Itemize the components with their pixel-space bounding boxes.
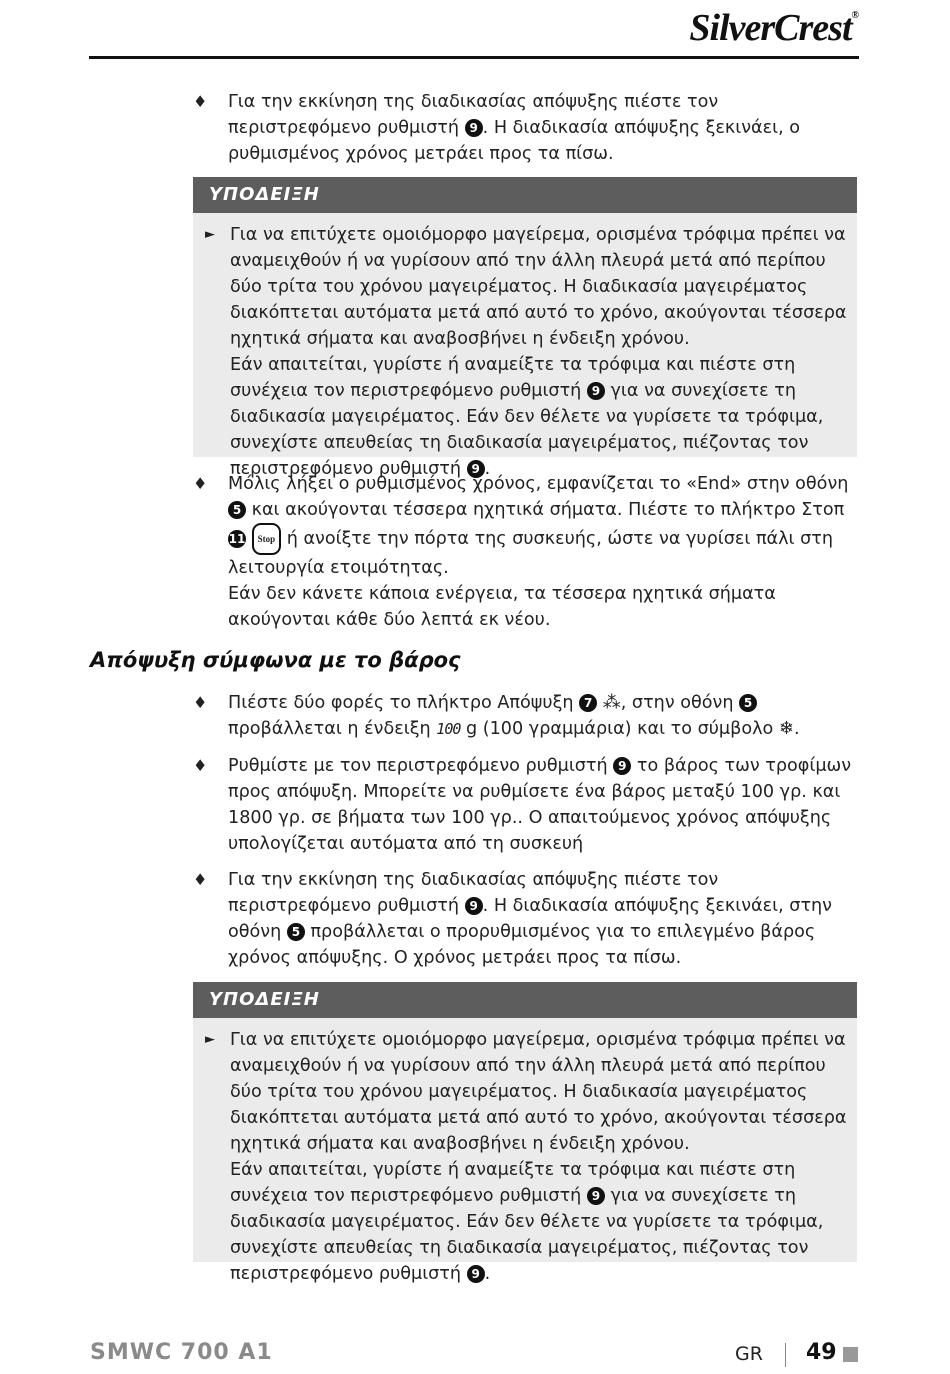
ref-number: 5 (739, 694, 757, 712)
snowflake-icon: ❄ (778, 718, 794, 739)
note-body (193, 1018, 857, 1284)
list-item-text: Μόλις λήξει ο ρυθμισμένος χρόνος, εμφανίζεται το «End» στην οθόνη 5 και ακούγονται τέσσερα ηχητικά σήματα. Πιέστε το πλήκτρο Στοπ 11 Stop ή ανοίξτε την πόρτα της συσκευής, ώστε να γυρίσει πάλι στη λειτουργία ετοιμότητας. Εάν δεν κάνετε κάποια ενέργεια, τα τέσσερα ηχητικά σήματα ακούγονται κάθε δύο λεπτά εκ νέου. (228, 474, 849, 630)
section-heading: Απόψυξη σύμφωνα με το βάρος (90, 648, 461, 672)
list-item-text: Για την εκκίνηση της διαδικασίας απόψυξης πιέστε τον περιστρεφόμενο ρυθμιστή 9 . Η διαδικασία απόψυξης ξεκινάει, ο ρυθμισμένος χρόνος μετράει προς τα πίσω. (228, 92, 801, 164)
footer-language: GR (735, 1343, 763, 1365)
note-body (193, 213, 857, 479)
bullet-icon: ♦ (193, 92, 208, 111)
defrost-icon: ⁂ (602, 692, 621, 713)
ref-number: 9 (613, 757, 631, 775)
footer-square-icon (843, 1347, 858, 1362)
ref-number: 9 (467, 1265, 485, 1283)
registered-mark: ® (851, 10, 858, 21)
ref-number: 9 (465, 897, 483, 915)
list-item-set-weight (193, 753, 859, 857)
note-heading: ΥΠΟΔΕΙΞΗ (193, 982, 857, 1018)
bullet-icon: ♦ (193, 693, 208, 712)
list-item-start-weight-defrost (193, 867, 859, 971)
note-text: Για να επιτύχετε ομοιόμορφο μαγείρεμα, ορισμένα τρόφιμα πρέπει να αναμειχθούν ή να γυρίσουν από την άλλη πλευρά μετά από περίπου δύο τρίτα του χρόνου μαγειρέματος. Η διαδικασία μαγειρέματος διακόπτεται αυτόματα μετά από αυτό το χρόνο, ακούγονται τέσσερα ηχητικά σήματα και αναβοσβήνει η ένδειξη χρόνου. Εάν απαιτείται, γυρίστε ή αναμείξτε τα τρόφιμα και πιέστε στη συνέχεια τον περιστρεφόμενο ρυθμιστή 9 για να συνεχίσετε τη διαδικασία μαγειρέματος. Εάν δεν θέλετε να γυρίσετε τα τρόφιμα, συνεχίστε απευθείας τη διαδικασία μαγειρέματος, πιέζοντας τον περιστρεφόμενο ρυθμιστή 9 . (230, 1030, 847, 1284)
page-number: 49 (806, 1340, 837, 1365)
note-text: Για να επιτύχετε ομοιόμορφο μαγείρεμα, ορισμένα τρόφιμα πρέπει να αναμειχθούν ή να γυρίσουν από την άλλη πλευρά μετά από περίπου δύο τρίτα του χρόνου μαγειρέματος. Η διαδικασία μαγειρέματος διακόπτεται αυτόματα μετά από αυτό το χρόνο, ακούγονται τέσσερα ηχητικά σήματα και αναβοσβήνει η ένδειξη χρόνου. Εάν απαιτείται, γυρίστε ή αναμείξτε τα τρόφιμα και πιέστε στη συνέχεια τον περιστρεφόμενο ρυθμιστή 9 για να συνεχίσετε τη διαδικασία μαγειρέματος. Εάν δεν θέλετε να γυρίσετε τα τρόφιμα, συνεχίστε απευθείας τη διαδικασία μαγειρέματος, πιέζοντας τον περιστρεφόμενο ρυθμιστή 9 . (230, 225, 847, 479)
ref-number: 9 (467, 460, 485, 478)
list-item-end (193, 471, 859, 633)
ref-number: 9 (465, 119, 483, 137)
footer-divider (785, 1343, 786, 1367)
ref-number: 5 (228, 501, 246, 519)
list-item-start-defrost (193, 89, 859, 167)
list-item-text: Πιέστε δύο φορές το πλήκτρο Απόψυξη 7 ⁂, στην οθόνη 5 προβάλλεται η ένδειξη 100 g (100 γραμμάρια) και το σύμβολο ❄. (228, 692, 800, 739)
list-item-text: Ρυθμίστε με τον περιστρεφόμενο ρυθμιστή 9 το βάρος των τροφίμων προς απόψυξη. Μπορείτε να ρυθμίσετε ένα βάρος μεταξύ 100 γρ. και 1800 γρ. σε βήματα των 100 γρ.. Ο απαιτούμενος χρόνος απόψυξης υπολογίζεται αυτόματα από τη συσκευή (228, 756, 852, 854)
list-item-press-defrost (193, 690, 859, 742)
note-heading: ΥΠΟΔΕΙΞΗ (193, 177, 857, 213)
ref-number: 9 (587, 1187, 605, 1205)
display-readout: 100 (436, 720, 461, 738)
bullet-icon: ♦ (193, 756, 208, 775)
header-rule (89, 56, 859, 59)
ref-number: 11 (228, 532, 246, 546)
brand-logo (689, 6, 858, 50)
brand-name: SilverCrest (689, 7, 852, 49)
bullet-icon: ♦ (193, 474, 208, 493)
footer-model: SMWC 700 A1 (90, 1340, 273, 1365)
bullet-icon: ♦ (193, 870, 208, 889)
list-item-text: Για την εκκίνηση της διαδικασίας απόψυξης πιέστε τον περιστρεφόμενο ρυθμιστή 9 . Η διαδικασία απόψυξης ξεκινάει, στην οθόνη 5 προβάλλεται ο προρυθμισμένος για το επιλεγμένο βάρος χρόνος απόψυξης. Ο χρόνος μετράει προς τα πίσω. (228, 870, 833, 968)
ref-number: 9 (587, 382, 605, 400)
stop-icon: Stop (252, 523, 282, 555)
arrow-icon: ► (205, 227, 215, 242)
ref-number: 5 (287, 923, 305, 941)
ref-number: 7 (579, 694, 597, 712)
arrow-icon: ► (205, 1032, 215, 1047)
